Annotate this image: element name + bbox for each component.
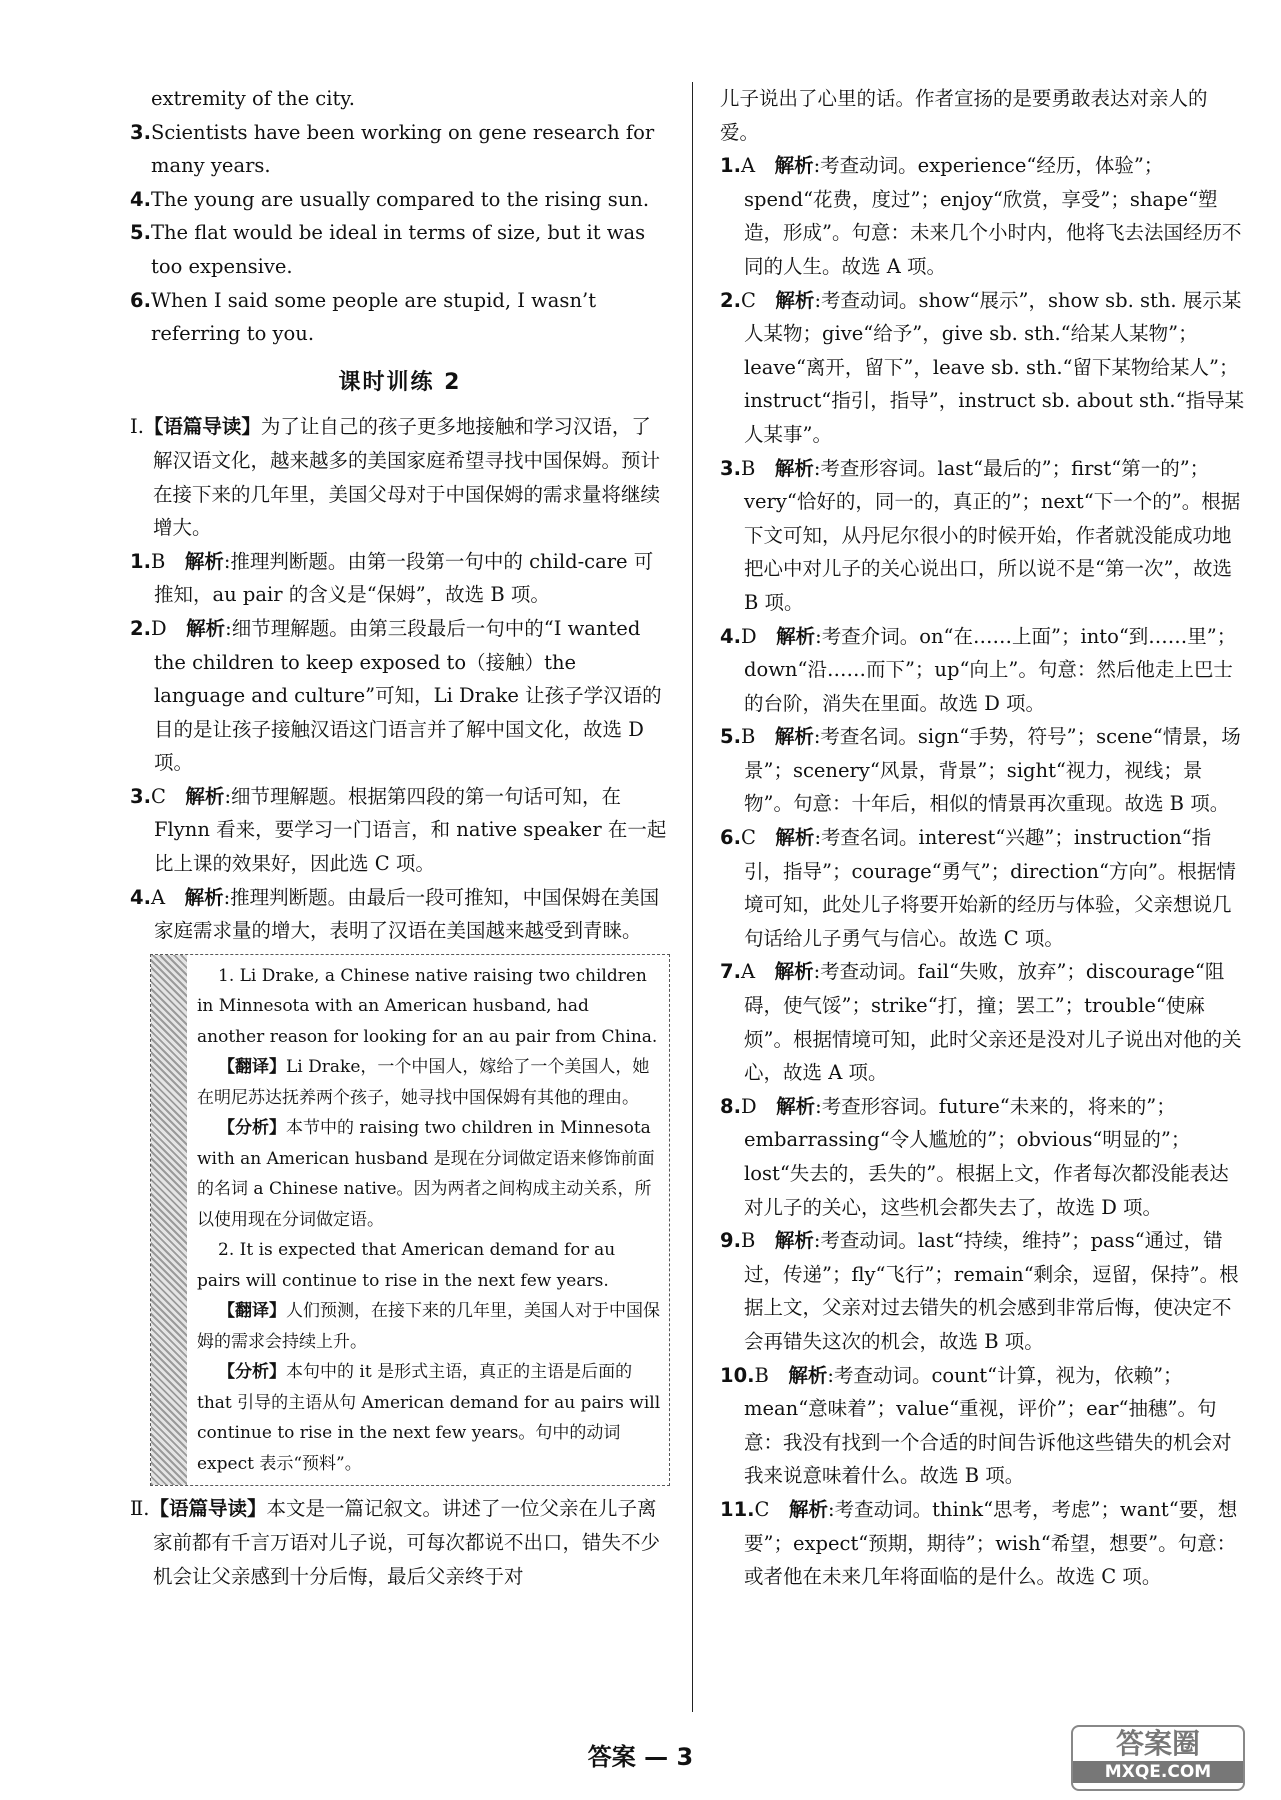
answer-item: 10.B 解析:考查动词。count“计算，视为，依赖”；mean“意味着”；value“重视，评价”；ear“抽穗”。句意：我没有找到一个合适的时间告诉他这些错失的机会对我来说意味着什么。故选 B 项。 xyxy=(720,1363,1232,1488)
note-sentence: 2. It is expected that American demand for au pairs will continue to rise in the next few years. xyxy=(197,1240,616,1291)
answer-item: 8.D 解析:考查形容词。future“未来的，将来的”；embarrassing“令人尴尬的”；obvious“明显的”；lost“失去的，丢失的”。根据上文，作者每次都没能表达对儿子的关心，这些机会都失去了，故选 D 项。 xyxy=(720,1094,1229,1219)
list-item: 4.The young are usually compared to the rising sun. xyxy=(130,187,650,211)
note-analysis: 【分析】本节中的 raising two children in Minnesota with an American husband 是现在分词做定语来修饰前面的名词 a Chinese native。因为两者之间构成主动关系，所以使用现在分词做定语。 xyxy=(197,1118,655,1230)
part1-intro: Ⅰ.【语篇导读】为了让自己的孩子更多地接触和学习汉语，了解汉语文化，越来越多的美国家庭希望寻找中国保姆。预计在接下来的几年里，美国父母对于中国保姆的需求量将继续增大。 xyxy=(130,415,661,540)
part2-intro: Ⅱ.【语篇导读】本文是一篇记叙文。讲述了一位父亲在儿子离家前都有千言万语对儿子说，可每次都说不出口，错失不少机会让父亲感到十分后悔，最后父亲终于对 xyxy=(130,1497,661,1588)
watermark-logo: 答案圈 MXQE.COM xyxy=(1071,1725,1245,1791)
note-translation: 【翻译】人们预测，在接下来的几年里，美国人对于中国保姆的需求会持续上升。 xyxy=(197,1301,660,1352)
grammar-note-box xyxy=(150,954,670,1487)
answer-item: 3.B 解析:考查形容词。last“最后的”；first“第一的”；very“恰好的，同一的，真正的”；next“下一个的”。根据下文可知，从丹尼尔很小的时候开始，作者就没能成功地把心中对儿子的关心说出口，所以说不是“第一次”，故选 B 项。 xyxy=(720,456,1241,614)
answer-item: 2.C 解析:考查动词。show“展示”，show sb. sth. 展示某人某物；give“给予”，give sb. sth.“给某人某物”；leave“离开，留下”，leave sb. sth.“留下某物给某人”；instruct“指引，指导”，instruct sb. about sth.“指导某人某事”。 xyxy=(720,288,1245,446)
decorative-stripe xyxy=(151,955,187,1486)
note-sentence: 1. Li Drake, a Chinese native raising two children in Minnesota with an American husband, had another reason for looking for an au pair from China. xyxy=(197,965,658,1047)
answer-item: 7.A 解析:考查动词。fail“失败，放弃”；discourage“阻碍，使气馁”；strike“打，撞；罢工”；trouble“使麻烦”。根据情境可知，此时父亲还是没对儿子说出对他的关心，故选 A 项。 xyxy=(720,960,1242,1085)
page-number: 答案 — 3 xyxy=(587,1743,694,1771)
list-item: extremity of the city. xyxy=(151,87,355,110)
section-title: 课时训练 2 xyxy=(338,369,462,395)
part2-intro-continued: 儿子说出了心里的话。作者宣扬的是要勇敢表达对亲人的爱。 xyxy=(720,87,1208,144)
answer-item: 11.C 解析:考查动词。think“思考，考虑”；want“要，想要”；expect“预期，期待”；wish“希望，想要”。句意：或者他在未来几年将面临的是什么。故选 C 项。 xyxy=(720,1497,1238,1589)
answer-item: 5.B 解析:考查名词。sign“手势，符号”；scene“情景，场景”；scenery“风景，背景”；sight“视力，视线；景物”。句意：十年后，相似的情景再次重现。故选 B 项。 xyxy=(720,725,1241,816)
left-column xyxy=(130,82,670,1593)
note-analysis: 【分析】本句中的 it 是形式主语，真正的主语是后面的 that 引导的主语从句 American demand for au pairs will continue to rise in the next few years。句中的动词 expect 表示“预料”。 xyxy=(197,1362,661,1474)
list-item: 5.The flat would be ideal in terms of size, but it was too expensive. xyxy=(130,221,646,278)
list-item: 6.When I said some people are stupid, I wasn’t referring to you. xyxy=(130,288,597,346)
column-divider xyxy=(692,82,693,1712)
list-item: 3.Scientists have been working on gene research for many years. xyxy=(130,120,655,178)
note-translation: 【翻译】Li Drake，一个中国人，嫁给了一个美国人，她在明尼苏达抚养两个孩子，她寻找中国保姆有其他的理由。 xyxy=(197,1057,650,1108)
answer-item: 3.C 解析:细节理解题。根据第四段的第一句话可知，在 Flynn 看来，要学习一门语言，和 native speaker 在一起比上课的效果好，因此选 C 项。 xyxy=(130,784,667,876)
answer-item: 2.D 解析:细节理解题。由第三段最后一句中的“I wanted the children to keep exposed to（接触）the language and culture”可知，Li Drake 让孩子学汉语的目的是让孩子接触汉语这门语言并了解中国文化，故选 D 项。 xyxy=(130,616,662,775)
answer-item: 1.A 解析:考查动词。experience“经历，体验”；spend“花费，度过”；enjoy“欣赏，享受”；shape“塑造，形成”。句意：未来几个小时内，他将飞去法国经历不同的人生。故选 A 项。 xyxy=(720,154,1242,278)
answer-item: 4.A 解析:推理判断题。由最后一段可推知，中国保姆在美国家庭需求量的增大，表明了汉语在美国越来越受到青睐。 xyxy=(130,885,660,943)
answer-item: 1.B 解析:推理判断题。由第一段第一句中的 child-care 可推知，au pair 的含义是“保姆”，故选 B 项。 xyxy=(130,549,654,607)
right-column xyxy=(720,82,1245,1594)
answer-item: 6.C 解析:考查名词。interest“兴趣”；instruction“指引，指导”；courage“勇气”；direction“方向”。根据情境可知，此处儿子将要开始新的经历与体验，父亲想说几句话给儿子勇气与信心。故选 C 项。 xyxy=(720,826,1236,950)
answer-item: 4.D 解析:考查介词。on“在……上面”；into“到……里”；down“沿……而下”；up“向上”。句意：然后他走上巴士的台阶，消失在里面。故选 D 项。 xyxy=(720,624,1237,715)
answer-item: 9.B 解析:考查动词。last“持续，维持”；pass“通过，错过，传递”；fly“飞行”；remain“剩余，逗留，保持”。根据上文，父亲对过去错失的机会感到非常后悔，使决定不会再错失这次的机会，故选 B 项。 xyxy=(720,1229,1239,1353)
